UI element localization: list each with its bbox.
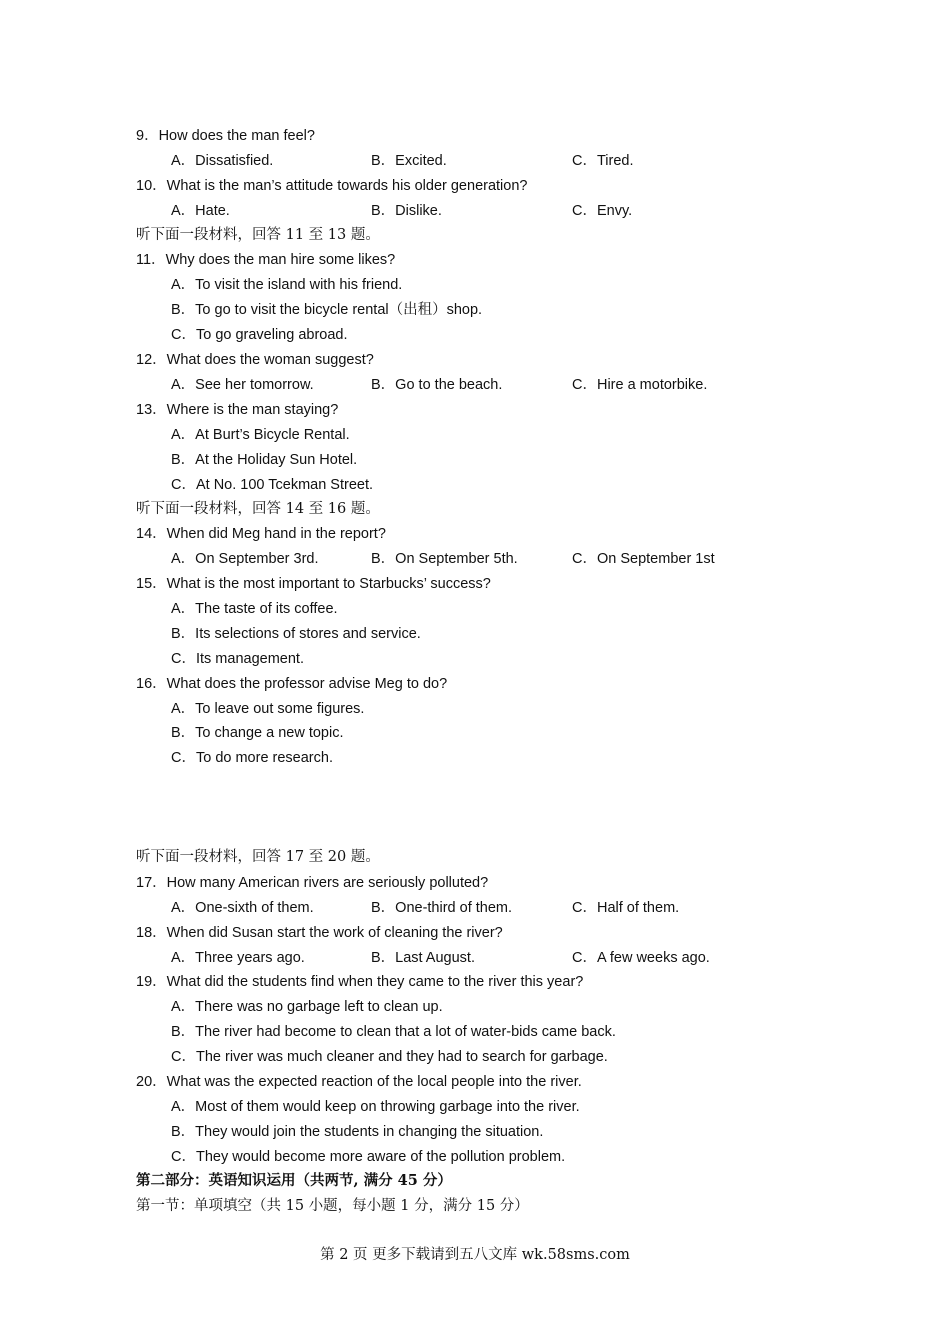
option-a: A．One-sixth of them.	[171, 900, 314, 916]
option-b: B．Its selections of stores and service.	[171, 626, 421, 642]
question-number: 19．	[136, 974, 167, 990]
question-text: When did Meg hand in the report?	[166, 526, 386, 542]
question-number: 12．	[136, 352, 167, 368]
option-b: B．Last August.	[371, 950, 475, 966]
question-number: 14．	[136, 526, 167, 542]
option-b: B．Dislike.	[371, 203, 442, 219]
question-text: Where is the man staying?	[166, 402, 339, 418]
option-b: B．To go to visit the bicycle rental（出租）shop.	[171, 302, 483, 318]
option-c: C．On September 1st	[572, 551, 715, 567]
page-footer: 第 2 页 更多下载请到五八文库 wk.58sms.com	[320, 1247, 630, 1263]
question-10	[136, 177, 527, 195]
option-c: C．To do more research.	[171, 750, 333, 766]
question-text: What is the man’s attitude towards his older generation?	[166, 178, 528, 194]
option-c: C．Envy.	[572, 203, 633, 219]
option-c: C．Tired.	[572, 153, 634, 169]
question-text: What did the students find when they came to the river this year?	[166, 974, 584, 990]
option-c: C．Hire a motorbike.	[572, 377, 708, 393]
question-number: 16．	[136, 676, 167, 692]
question-number: 10．	[136, 178, 167, 194]
question-14	[136, 525, 386, 543]
option-a: A．The taste of its coffee.	[171, 601, 338, 617]
section-heading: 第一节：单项填空（共 15 小题，每小题 1 分，满分 15 分）	[136, 1198, 529, 1214]
question-text: What does the professor advise Meg to do?	[166, 676, 448, 692]
option-b: B．On September 5th.	[371, 551, 518, 567]
question-number: 20．	[136, 1074, 167, 1090]
option-c: C．A few weeks ago.	[572, 950, 710, 966]
question-number: 9．	[136, 128, 159, 144]
option-c: C．Its management.	[171, 651, 304, 667]
part-heading: 第二部分：英语知识运用（共两节, 满分 45 分）	[136, 1172, 452, 1189]
option-c: C．Half of them.	[572, 900, 680, 916]
question-number: 18．	[136, 925, 167, 941]
question-number: 13．	[136, 402, 167, 418]
question-text: Why does the man hire some likes?	[165, 252, 396, 268]
question-11	[136, 251, 395, 269]
option-a: A．Most of them would keep on throwing garbage into the river.	[171, 1099, 580, 1115]
option-a: A．Three years ago.	[171, 950, 305, 966]
question-number: 11．	[136, 252, 166, 268]
question-18	[136, 924, 503, 942]
question-text: How does the man feel?	[158, 128, 315, 144]
question-number: 15．	[136, 576, 167, 592]
question-9	[136, 127, 315, 145]
option-b: B．The river had become to clean that a lot of water-bids came back.	[171, 1024, 616, 1040]
question-text: What is the most important to Starbucks’ success?	[166, 576, 491, 592]
question-text: What was the expected reaction of the local people into the river.	[166, 1074, 582, 1090]
question-16	[136, 675, 447, 693]
option-c: C．The river was much cleaner and they had to search for garbage.	[171, 1049, 608, 1065]
section-instruction: 听下面一段材料，回答 14 至 16 题。	[136, 501, 380, 517]
question-17	[136, 874, 488, 892]
option-c: C．At No. 100 Tcekman Street.	[171, 477, 374, 493]
question-number: 17．	[136, 875, 167, 891]
option-c: C．They would become more aware of the pollution problem.	[171, 1149, 566, 1165]
option-a: A．To visit the island with his friend.	[171, 277, 403, 293]
option-b: B．At the Holiday Sun Hotel.	[171, 452, 358, 468]
option-c: C．To go graveling abroad.	[171, 327, 348, 343]
option-a: A．Dissatisfied.	[171, 153, 274, 169]
question-12	[136, 351, 374, 369]
question-19	[136, 973, 583, 991]
option-b: B．Go to the beach.	[371, 377, 503, 393]
section-instruction: 听下面一段材料，回答 11 至 13 题。	[136, 227, 380, 243]
option-a: A．Hate.	[171, 203, 230, 219]
question-15	[136, 575, 491, 593]
question-text: When did Susan start the work of cleaning the river?	[166, 925, 503, 941]
question-text: What does the woman suggest?	[166, 352, 374, 368]
question-13	[136, 401, 338, 419]
question-text: How many American rivers are seriously polluted?	[166, 875, 489, 891]
option-b: B．To change a new topic.	[171, 725, 344, 741]
option-a: A．See her tomorrow.	[171, 377, 314, 393]
option-a: A．There was no garbage left to clean up.	[171, 999, 443, 1015]
question-20	[136, 1073, 582, 1091]
option-b: B．One-third of them.	[371, 900, 513, 916]
option-a: A．To leave out some figures.	[171, 701, 365, 717]
section-instruction: 听下面一段材料，回答 17 至 20 题。	[136, 849, 380, 865]
option-a: A．At Burt’s Bicycle Rental.	[171, 427, 350, 443]
option-a: A．On September 3rd.	[171, 551, 319, 567]
option-b: B．They would join the students in changing the situation.	[171, 1124, 544, 1140]
option-b: B．Excited.	[371, 153, 447, 169]
